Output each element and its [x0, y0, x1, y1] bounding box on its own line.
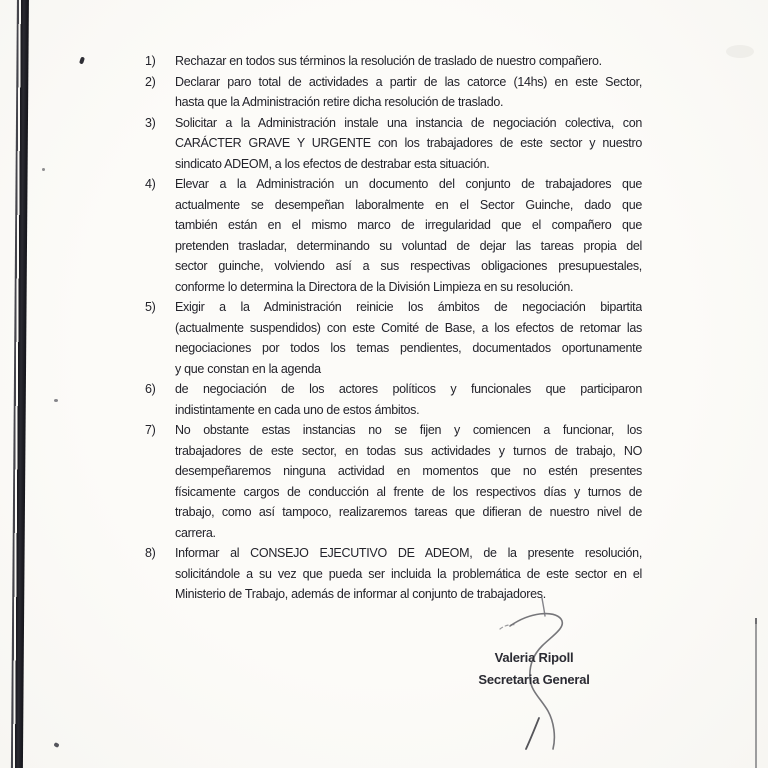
resolution-list	[145, 51, 642, 605]
list-item	[145, 113, 642, 175]
list-item	[145, 174, 642, 297]
list-item	[145, 420, 642, 543]
item-line: también están en el mismo marco de irregularidad que el compañero que	[175, 218, 642, 232]
item-line: negociaciones por todos los temas pendientes, documentados oportunamente	[175, 341, 642, 355]
item-line: sindicato ADEOM, a los efectos de destrabar esta situación.	[175, 156, 490, 171]
item-line: hasta que la Administración retire dicha resolución de traslado.	[175, 95, 504, 109]
item-line: y que constan en la agenda	[175, 361, 321, 376]
item-number: 1)	[145, 54, 156, 68]
scan-artifact	[79, 57, 85, 65]
item-number: 8)	[145, 546, 156, 560]
item-line: Informar al CONSEJO EJECUTIVO DE ADEOM, de la presente resolución,	[175, 546, 642, 560]
item-line: Solicitar a la Administración instale una instancia de negociación colectiva, con	[175, 115, 642, 130]
list-item	[145, 51, 642, 72]
item-text	[175, 420, 642, 543]
list-item	[145, 72, 642, 113]
item-number: 2)	[145, 74, 156, 89]
item-line: conforme lo determina la Directora de la División Limpieza en su resolución.	[175, 279, 574, 294]
signature-title: Secretaria General	[478, 672, 590, 687]
item-number: 5)	[145, 300, 156, 314]
item-line: trabajo, como así tampoco, realizaremos tareas que difieran de nuestro nivel de	[175, 505, 642, 519]
item-line: trabajadores de este sector, en todas sus actividades y turnos de trabajo, NO	[175, 443, 642, 458]
item-line: físicamente cargos de conducción al frente de los respectivos días y turnos de	[175, 484, 642, 499]
scan-artifact	[54, 399, 58, 402]
list-item	[145, 297, 642, 379]
item-text	[175, 51, 642, 72]
item-number: 3)	[145, 115, 156, 130]
item-line: Ministerio de Trabajo, además de informar al conjunto de trabajadores.	[175, 587, 546, 601]
item-line: Declarar paro total de actividades a partir de las catorce (14hs) en este Sector,	[175, 74, 642, 89]
item-line: No obstante estas instancias no se fijen y comiencen a funcionar, los	[175, 423, 642, 437]
item-text	[175, 174, 642, 297]
item-number: 4)	[145, 177, 156, 191]
item-line: indistintamente en cada uno de estos ámbitos.	[175, 402, 420, 417]
item-line: desempeñaremos ninguna actividad en momentos que no estén presentes	[175, 464, 642, 478]
item-line: solicitándole a su vez que pueda ser incluida la problemática de este sector en el	[175, 566, 642, 581]
item-line: Exigir a la Administración reinicie los ámbitos de negociación bipartita	[175, 300, 642, 314]
item-number: 6)	[145, 382, 156, 396]
item-text	[175, 72, 642, 113]
item-line: carrera.	[175, 525, 216, 540]
item-text	[175, 113, 642, 175]
signature-block	[453, 647, 615, 691]
signature-name: Valeria Ripoll	[494, 650, 574, 665]
item-line: de negociación de los actores políticos y funcionales que participaron	[175, 382, 642, 396]
scan-artifact	[53, 742, 59, 748]
list-item	[145, 379, 642, 420]
item-line: Elevar a la Administración un documento del conjunto de trabajadores que	[175, 177, 642, 191]
item-line: CARÁCTER GRAVE Y URGENTE con los trabajadores de este sector y nuestro	[175, 136, 642, 150]
item-line: (actualmente suspendidos) con este Comité de Base, a los efectos de retomar las	[175, 320, 642, 335]
item-line: Rechazar en todos sus términos la resolución de traslado de nuestro compañero.	[175, 54, 602, 68]
item-line: actualmente se desempeñan laboralmente en el Sector Guinche, dado que	[175, 197, 642, 212]
item-text	[175, 379, 642, 420]
page-edge-line	[755, 618, 757, 768]
page-binding-edge-line	[11, 0, 29, 768]
scan-artifact	[726, 45, 754, 58]
item-line: sector guinche, volviendo así a sus respectivas obligaciones presupuestales,	[175, 259, 642, 273]
item-number: 7)	[145, 423, 156, 437]
item-line: pretenden trasladar, determinando su voluntad de dejar las tareas propia del	[175, 238, 642, 253]
item-text	[175, 297, 642, 379]
scan-artifact	[42, 168, 45, 171]
